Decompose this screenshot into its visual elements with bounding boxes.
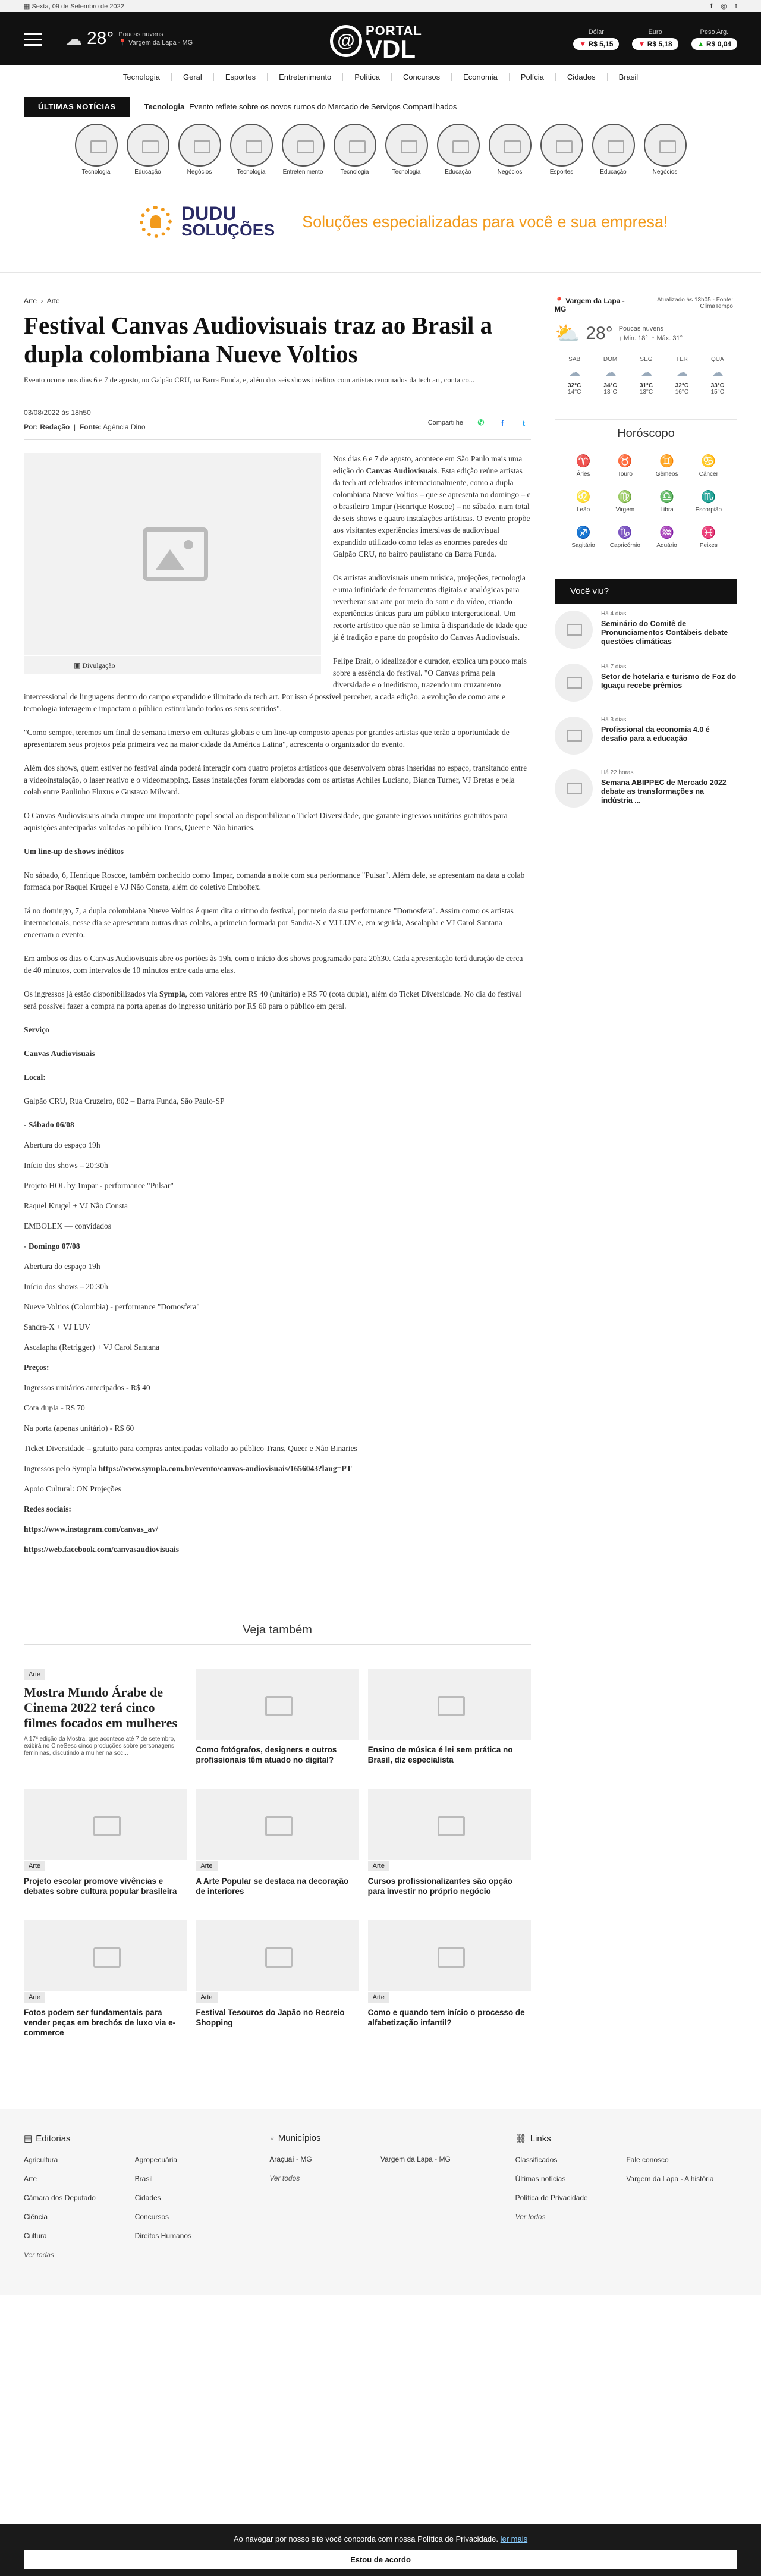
article-datetime: 03/08/2022 às 18h50 — [24, 409, 91, 417]
article-meta: 03/08/2022 às 18h50 Por: Redação | Fonte: Agência Dino Compartilhe ✆ f t — [24, 409, 531, 431]
related-card[interactable]: Como fotógrafos, designers e outros profissionais têm atuado no digital? — [196, 1669, 359, 1765]
nav-concursos[interactable]: Concursos — [392, 73, 452, 81]
breadcrumb: Arte › Arte — [24, 297, 60, 305]
instagram-link[interactable]: https://www.instagram.com/canvas_av/ — [24, 1525, 158, 1534]
story-item[interactable]: Tecnologia — [383, 124, 429, 183]
sign-capricorn[interactable]: ♑ Capricórnio — [609, 526, 640, 549]
article — [24, 297, 531, 1564]
sign-gemini[interactable]: ♊ Gêmeos — [655, 455, 678, 477]
related-card[interactable]: Arte Festival Tesouros do Japão no Recreio Shopping — [196, 1920, 359, 2038]
site-footer — [0, 2109, 761, 2295]
nav-policia[interactable]: Polícia — [510, 73, 556, 81]
site-header — [0, 12, 761, 65]
nav-economia[interactable]: Economia — [452, 73, 510, 81]
related-card[interactable]: Arte Como e quando tem início o processo de alfabetização infantil? — [368, 1920, 531, 2038]
nav-tecnologia[interactable]: Tecnologia — [112, 73, 172, 81]
arrow-up-icon: ↑ — [651, 335, 655, 342]
seen-item[interactable]: Há 4 dias Seminário do Comitê de Pronunciamentos Contábeis debate questões climáticas — [555, 611, 737, 656]
share-bar: Compartilhe ✆ f t — [428, 416, 531, 430]
related-card[interactable]: Arte Fotos podem ser fundamentais para vender peças em brechós de luxo via e-commerce — [24, 1920, 187, 2038]
nav-geral[interactable]: Geral — [172, 73, 214, 81]
arrow-down-icon: ▼ — [579, 40, 587, 48]
article-title: Festival Canvas Audiovisuais traz ao Brasil a dupla colombiana Nueve Voltios — [24, 312, 493, 367]
cloud-icon: ☁ — [711, 366, 724, 379]
sign-libra[interactable]: ♎ Libra — [659, 491, 675, 513]
ad-banner[interactable]: DUDU SOLUÇÕES Soluções especializadas para você e sua empresa! — [56, 189, 705, 255]
story-item[interactable]: Tecnologia — [332, 124, 378, 183]
site-logo[interactable]: @ PORTAL VDL — [330, 23, 422, 59]
whatsapp-icon[interactable]: ✆ — [477, 418, 485, 427]
sign-leo[interactable]: ♌ Leão — [576, 491, 591, 513]
link-icon: ⛓ — [515, 2134, 527, 2144]
story-item[interactable]: Negócios — [487, 124, 533, 183]
header-location: 📍 Vargem da Lapa - MG — [118, 39, 193, 46]
rate-euro: Euro ▼ R$ 5,18 — [632, 29, 678, 50]
rate-dolar: Dólar ▼ R$ 5,15 — [573, 29, 619, 50]
sidebar: 📍 Vargem da Lapa - MG Atualizado às 13h05 - Fonte: ClimaTempo ⛅ 28° Poucas nuvens ↓ Min. 18° ↑ Máx. 31° SAB ☁ 32°C 14°C DOM ☁ 34°C 13°C SEG ☁ 31°C 13°C TER ☁ 32°C 16°C QUA ☁ 33°C 15°C Horóscopo ♈ Áries ♉ Touro ♊ Gêmeos ♋ Câncer ♌ Leão ♍ Virgem ♎ Libra ♏ Escorpião ♐ Sagitário ♑ Capricórnio ♒ Aquário ♓ Peixes Você viu? Há 4 dias Seminário do Comitê de Pronunciamentos Contábeis debate questões climáticas Há 7 dias Setor de hotelaria e turismo de Foz do Iguaçu recebe prêmios Há 3 dias Profissional da economia 4.0 é desafio para a educação Há 22 horas Semana ABIPPEC de Mercado 2022 debate as transformações na indústria ... — [555, 297, 737, 1564]
facebook-share-icon[interactable]: f — [501, 418, 504, 428]
nav-brasil[interactable]: Brasil — [618, 72, 639, 81]
cloud-sun-icon: ☁ — [65, 29, 82, 48]
story-item[interactable]: Negócios — [177, 124, 222, 183]
instagram-icon[interactable]: ◎ — [721, 2, 727, 10]
sun-cloud-icon: ⛅ — [555, 322, 580, 345]
seen-item[interactable]: Há 7 dias Setor de hotelaria e turismo de Foz do Iguaçu recebe prêmios — [555, 664, 737, 709]
sign-cancer[interactable]: ♋ Câncer — [699, 455, 718, 477]
seen-title: Você viu? — [555, 579, 737, 604]
rate-peso: Peso Arg. ▲ R$ 0,04 — [691, 29, 737, 50]
related-card[interactable]: Arte A Arte Popular se destaca na decoração de interiores — [196, 1789, 359, 1896]
arrow-up-icon: ▲ — [697, 40, 705, 48]
arrow-down-icon: ▼ — [638, 40, 646, 48]
file-icon: ▤ — [24, 2134, 33, 2144]
cloud-icon: ☁ — [604, 366, 617, 379]
header-weather — [65, 29, 193, 49]
nav-cidades[interactable]: Cidades — [556, 73, 608, 81]
article-body: ▣ Divulgação Nos dias 6 e 7 de agosto, acontece em São Paulo mais uma edição do Canvas Audiovisuais. Esta edição reúne artistas da tech art celebrados internacionalmente, como a dupla colombiana Nueve Voltios – que se apresenta no domingo – e o brasileiro 1mpar (Henrique Roscoe) – no sábado, num total de seis shows e quatro instalações artísticas. O evento propõe aos visitantes experiências imersivas de audiovisual expandido utilizado como telas as enormes paredes do Galpão CRU, no bairro paulistano da Barra Funda. Os artistas audiovisuais unem música, projeções, tecnologia e uma infinidade de ferramentas digitais e analógicas para reverberar sua arte por meio do som e do vídeo, criando experiências únicas para um público intergeracional. Um recorte artístico que não se limita à disparidade de idade que já é tradição e parte do propósito do Canvas Audiovisuais. Felipe Brait, o idealizador e curador, explica um pouco mais sobre a essência do festival. "O Canvas prima pela diversidade e o ineditismo, trazendo um cruzamento intercessional de linguagens dentro do campo expandido e ilimitado da tech art. Por isso é possível perceber, a cada edição, a evolução de como arte e tecnologia interagem e impactam o público estimulando todos os seus sentidos". "Como sempre, teremos um final de semana imerso em culturas globais e um line-up composto apenas por grandes artistas que terão a oportunidade de apresentarem seus projetos pela primeira vez na maior cidade da América Latina", acrescenta o organizador do evento. Além dos shows, quem estiver no festival ainda poderá interagir com quatro projetos artísticos que desenvolvem obras inseridas no espaço, transitando entre a videoinstalação, o laser reativo e o videomapping. Essas instalações foram elaboradas com os artistas Achiles Luciano, Bianca Turner, VJ Bretas e pela colab entre Paulinho Fluxus e Gustavo Milward. O Canvas Audiovisuais ainda cumpre um importante papel social ao disponibilizar o Ticket Diversidade, que garante ingressos unitários gratuitos para aquisições antecipadas voltadas ao público Trans, Queer e Não binaries. Um line-up de shows inéditos No sábado, 6, Henrique Roscoe, também conhecido como 1mpar, comanda a noite com sua performance "Pulsar". Além dele, se apresentam na data a colab formada por Raquel Krugel e VJ Não Consta, além do coletivo Emboltex. Já no domingo, 7, a dupla colombiana Nueve Voltios é quem dita o ritmo do festival, por meio da sua performance "Domosfera". Assim como os artistas internacionais, nesse dia se apresentam outras duas colabs, a primeira formada por Sandra-X e VJ LUV e, em seguida, Ascalapha e VJ Carol Santana encerram o evento. Em ambos os dias o Canvas Audiovisuais abre os portões às 19h, com o início dos shows programado para 20h30. Cada apresentação terá duração de cerca de 40 minutos, com intervalos de 10 minutos entre cada uma elas. Os ingressos já estão disponibilizados via Sympla, com valores entre R$ 40 (unitário) e R$ 70 (cota dupla), além do Ticket Diversidade. No dia do festival será possível fazer a compra na porta apenas do ingresso unitário por R$ 60 para o público em geral. Serviço Canvas Audiovisuais Local: Galpão CRU, Rua Cruzeiro, 802 – Barra Funda, São Paulo-SP - Sábado 06/08 Abertura do espaço 19h Início dos shows – 20:30h Projeto HOL by 1mpar - performance "Pulsar" Raquel Krugel + VJ Não Consta EMBOLEX — convidados - Domingo 07/08 Abertura do espaço 19h Início dos shows – 20:30h Nueve Voltios (Colombia) - performance "Domosfera" Sandra-X + VJ LUV Ascalapha (Retrigger) + VJ Carol Santana Preços: Ingressos unitários antecipados - R$ 40 Cota dupla - R$ 70 Na porta (apenas unitário) - R$ 60 Ticket Diversidade – gratuito para compras antecipadas voltado ao público Trans, Queer e Não Binaries Ingressos pelo Sympla https://www.sympla.com.br/evento/canvas-audiovisuais/1656043?lang=PT Apoio Cultural: ON Projeções Redes sociais: https://www.instagram.com/canvas_av/ https://web.facebook.com/canvasaudiovisuais — [24, 453, 531, 1556]
sympla-url-link[interactable]: https://www.sympla.com.br/evento/canvas-audiovisuais/1656043?lang=PT — [98, 1464, 352, 1473]
sign-taurus[interactable]: ♉ Touro — [617, 455, 633, 477]
story-item[interactable]: Tecnologia — [228, 124, 274, 183]
image-placeholder-icon — [143, 527, 208, 581]
ticker-label: ÚLTIMAS NOTÍCIAS — [24, 97, 130, 117]
seen-item[interactable]: Há 3 dias Profissional da economia 4.0 é desafio para a educação — [555, 717, 737, 762]
related-card[interactable]: Arte Cursos profissionalizantes são opção para investir no próprio negócio — [368, 1789, 531, 1896]
ticker-headline[interactable]: Evento reflete sobre os novos rumos do Mercado de Serviços Compartilhados — [189, 102, 457, 111]
stories-row — [0, 124, 761, 183]
story-item[interactable]: Educação — [125, 124, 171, 183]
related-card-featured[interactable]: Arte Mostra Mundo Árabe de Cinema 2022 terá cinco filmes focados em mulheres A 17ª edição da Mostra, que acontece até 7 de setembro, exibirá no CineSesc cinco produções sobre personagens femininas, discutindo a mulher na soc... — [24, 1669, 187, 1765]
cookie-accept-button[interactable]: Estou de acordo — [24, 2550, 737, 2569]
twitter-share-icon[interactable]: t — [522, 418, 526, 428]
seen-item[interactable]: Há 22 horas Semana ABIPPEC de Mercado 2022 debate as transformações na indústria ... — [555, 769, 737, 815]
story-item[interactable]: Educação — [590, 124, 636, 183]
lightbulb-icon — [140, 206, 172, 238]
article-figure[interactable] — [24, 453, 321, 674]
nav-politica[interactable]: Política — [343, 73, 392, 81]
calendar-icon: ▦ — [24, 2, 32, 10]
main-nav — [0, 65, 761, 89]
story-item[interactable]: Tecnologia — [73, 124, 119, 183]
sympla-link[interactable]: Sympla — [159, 989, 185, 998]
sign-sagittarius[interactable]: ♐ Sagitário — [571, 526, 595, 549]
sign-virgo[interactable]: ♍ Virgem — [615, 491, 635, 513]
cloud-icon: ☁ — [568, 366, 581, 379]
facebook-link[interactable]: https://web.facebook.com/canvasaudiovisuais — [24, 1545, 180, 1554]
location-pin-icon: ⌖ — [269, 2133, 275, 2143]
nav-esportes[interactable]: Esportes — [214, 73, 268, 81]
header-temp: 28° — [87, 29, 114, 48]
related-section: Veja também Arte Mostra Mundo Árabe de Cinema 2022 terá cinco filmes focados em mulheres A 17ª edição da Mostra, que acontece até 7 de setembro, exibirá no CineSesc cinco produções sobre personagens femininas, discutindo a mulher na soc... Como fotógrafos, designers e outros profissionais têm atuado no digital? Ensino de música é lei sem prática no Brasil, diz especialista Arte Projeto escolar promove vivências e debates sobre cultura popular brasileira Arte A Arte Popular se destaca na decoração de interiores Arte Cursos profissionalizantes são opção para investir no próprio negócio Arte Fotos podem ser fundamentais para vender peças em brechós de luxo via e-commerce Arte Festival Tesouros do Japão no Recreio Shopping Arte Como e quando tem início o processo de alfabetização infantil? — [24, 1623, 531, 2038]
news-ticker — [24, 96, 737, 117]
currency-rates — [573, 29, 737, 50]
forecast-days: SAB ☁ 32°C 14°C DOM ☁ 34°C 13°C SEG ☁ 31°C 13°C TER ☁ 32°C 16°C QUA ☁ 33°C 15°C — [568, 356, 724, 395]
sign-pisces[interactable]: ♓ Peixes — [699, 526, 718, 549]
related-card[interactable]: Arte Projeto escolar promove vivências e debates sobre cultura popular brasileira — [24, 1789, 187, 1896]
top-strip — [0, 0, 761, 12]
hamburger-menu-icon[interactable] — [24, 33, 42, 49]
date-display: ▦ Sexta, 09 de Setembro de 2022 — [24, 2, 124, 10]
location-pin-icon: 📍 — [555, 297, 566, 305]
figure-caption: ▣ Divulgação — [24, 656, 321, 674]
horoscope-widget: Horóscopo ♈ Áries ♉ Touro ♊ Gêmeos ♋ Câncer ♌ Leão ♍ Virgem ♎ Libra ♏ Escorpião ♐ Sagitário ♑ Capricórnio ♒ Aquário ♓ Peixes — [555, 419, 737, 561]
header-weather-cond: Poucas nuvens — [118, 31, 163, 38]
story-item[interactable]: Esportes — [539, 124, 584, 183]
cookie-bar: Ao navegar por nosso site você concorda com nossa Política de Privacidade. ler mais Estou de acordo — [0, 2524, 761, 2576]
camera-icon: ▣ — [74, 661, 83, 670]
sign-aquarius[interactable]: ♒ Aquário — [656, 526, 677, 549]
social-links — [710, 2, 737, 10]
cloud-icon: ☁ — [640, 366, 652, 379]
article-lead: Evento ocorre nos dias 6 e 7 de agosto, no Galpão CRU, na Barra Funda, e, além dos seis shows inéditos com artistas renomados da tech art, conta co... — [24, 376, 475, 384]
twitter-icon[interactable]: t — [735, 2, 737, 10]
arrow-down-icon: ↓ — [618, 335, 622, 342]
at-logo-icon: @ — [330, 25, 362, 57]
story-item[interactable]: Entretenimento — [280, 124, 326, 183]
footer-links: ⛓ Links Classificados Fale conosco Últimas notícias Vargem da Lapa - A história Política de Privacidade Ver todos — [515, 2134, 714, 2221]
story-item[interactable]: Educação — [435, 124, 481, 183]
footer-editorias: ▤ Editorias Agricultura Agropecuária Arte Brasil Câmara dos Deputado Cidades Ciência Concursos Cultura Direitos Humanos Ver todas — [24, 2134, 192, 2259]
footer-municipios: ⌖ Municípios Araçuaí - MG Vargem da Lapa - MG Ver todos — [269, 2133, 451, 2182]
ticker-category[interactable]: Tecnologia — [144, 102, 185, 111]
sign-scorpio[interactable]: ♏ Escorpião — [695, 491, 722, 513]
weather-widget: 📍 Vargem da Lapa - MG Atualizado às 13h05 - Fonte: ClimaTempo — [555, 297, 733, 313]
banner-tagline: Soluções especializadas para você e sua empresa! — [302, 212, 668, 231]
cloud-icon: ☁ — [675, 366, 688, 379]
nav-entretenimento[interactable]: Entretenimento — [268, 73, 343, 81]
story-item[interactable]: Negócios — [642, 124, 688, 183]
facebook-icon[interactable]: f — [710, 2, 713, 10]
sign-aries[interactable]: ♈ Áries — [576, 455, 591, 477]
related-card[interactable]: Ensino de música é lei sem prática no Brasil, diz especialista — [368, 1669, 531, 1765]
cookie-read-more-link[interactable]: ler mais — [500, 2534, 528, 2543]
